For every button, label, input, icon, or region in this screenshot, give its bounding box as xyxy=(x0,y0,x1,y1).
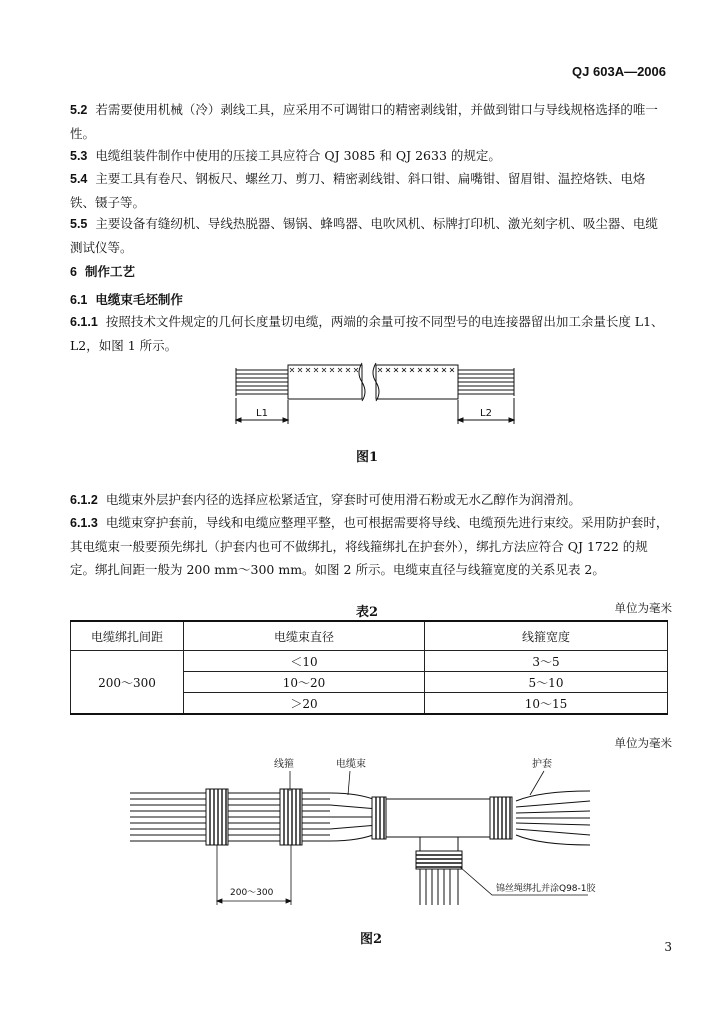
label-sleeve: 护套 xyxy=(532,759,552,770)
table-row xyxy=(71,651,668,672)
section-6-heading xyxy=(70,262,135,280)
section-text: 主要设备有缝纫机、导线热脱器、锡锅、蜂鸣器、电吹风机、标牌打印机、激光刻字机、吸尘器、电缆测试仪等。 xyxy=(70,216,658,255)
cable-jacket-left xyxy=(288,365,362,399)
left-wire-ends xyxy=(236,368,288,396)
band-middle xyxy=(280,789,302,845)
section-number: 6.1.1 xyxy=(70,315,98,329)
section-text: 主要工具有卷尺、钢板尺、螺丝刀、剪刀、精密剥线钳、斜口钳、扁嘴钳、留眉钳、温控烙铁、电烙铁、镊子等。 xyxy=(70,171,646,210)
leader-lines xyxy=(290,771,588,895)
section-text: 电缆束穿护套前，导线和电缆应整理平整，也可根据需要将导线、电缆预先进行束绞。采用防护套时，其电缆束一般要预先绑扎（护套内也可不做绑扎，将线箍绑扎在护套外），绑扎方法应符合 QJ 1722 的规定。绑扎间距一般为 200 mm～300 mm。如图 2 所示。电缆束直径与线箍宽度的关系见表 2。 xyxy=(70,515,669,577)
section-number: 6.1.2 xyxy=(70,493,98,507)
label-band: 线箍 xyxy=(274,759,294,770)
label-spacing: 200～300 xyxy=(230,888,274,898)
band-windings xyxy=(210,789,510,867)
section-6-1-heading xyxy=(70,290,183,308)
section-text: 若需要使用机械（冷）剥线工具，应采用不可调钳口的精密剥线钳，并做到钳口与导线规格选择的唯一性。 xyxy=(70,102,658,141)
bundle-taper xyxy=(330,793,378,841)
section-number: 5.2 xyxy=(70,103,88,117)
section-number: 5.4 xyxy=(70,172,88,186)
width-cell: 10～15 xyxy=(425,693,668,715)
main-bundle-right xyxy=(516,791,590,845)
table-2-unit: 单位为毫米 xyxy=(614,601,672,615)
table-2-caption: 表2 xyxy=(356,605,379,620)
shield-braid-pattern xyxy=(290,368,454,372)
section-text: 电缆组装件制作中使用的压接工具应符合 QJ 3085 和 QJ 2633 的规定。 xyxy=(95,148,501,163)
diameter-cell: ＜10 xyxy=(184,651,425,672)
section-title: 制作工艺 xyxy=(84,264,135,279)
width-cell: 3～5 xyxy=(425,651,668,672)
section-title: 电缆束毛坯制作 xyxy=(95,292,183,307)
figure-2-unit: 单位为毫米 xyxy=(614,736,672,750)
section-5-5 xyxy=(70,212,670,259)
section-5-4 xyxy=(70,167,670,214)
section-6-1-1 xyxy=(70,310,670,357)
section-number: 6.1.3 xyxy=(70,516,98,530)
section-number: 6 xyxy=(70,265,77,279)
standard-code: QJ 603A—2006 xyxy=(572,64,666,79)
diameter-cell: 10～20 xyxy=(184,672,425,693)
figure-2-bundle-diagram xyxy=(120,755,600,915)
tee-sleeve xyxy=(382,799,494,837)
section-text: 按照技术文件规定的几何长度量切电缆，两端的余量可按不同型号的电连接器留出加工余量长度 L1、L2，如图 1 所示。 xyxy=(70,314,664,353)
section-text: 电缆束外层护套内径的选择应松紧适宜，穿套时可使用滑石粉或无水乙醇作为润滑剂。 xyxy=(105,492,581,507)
band-branch xyxy=(416,851,462,869)
section-number: 5.3 xyxy=(70,149,88,163)
section-number: 6.1 xyxy=(70,293,88,307)
label-l2: L2 xyxy=(480,408,492,419)
label-note: 锦丝绳绑扎并涂Q98-1胶 xyxy=(496,884,596,894)
label-bundle: 电缆束 xyxy=(336,759,366,770)
right-wire-ends xyxy=(458,368,514,396)
figure-2-caption: 图2 xyxy=(360,932,383,947)
section-5-3 xyxy=(70,144,670,168)
table-header: 电缆束直径 xyxy=(184,621,425,651)
table-2 xyxy=(70,620,668,715)
label-l1: L1 xyxy=(256,408,268,419)
width-cell: 5～10 xyxy=(425,672,668,693)
figure-1-cable-diagram xyxy=(228,358,528,438)
section-5-2 xyxy=(70,98,670,145)
table-header: 线箍宽度 xyxy=(425,621,668,651)
table-header: 电缆绑扎间距 xyxy=(71,621,184,651)
spacing-cell: 200～300 xyxy=(71,651,184,715)
section-6-1-3 xyxy=(70,511,670,581)
table-header-row xyxy=(71,621,668,651)
figure-1-caption: 图1 xyxy=(356,450,379,465)
page-number: 3 xyxy=(664,940,672,954)
section-number: 5.5 xyxy=(70,217,88,231)
diameter-cell: ＞20 xyxy=(184,693,425,715)
section-6-1-2 xyxy=(70,488,670,512)
